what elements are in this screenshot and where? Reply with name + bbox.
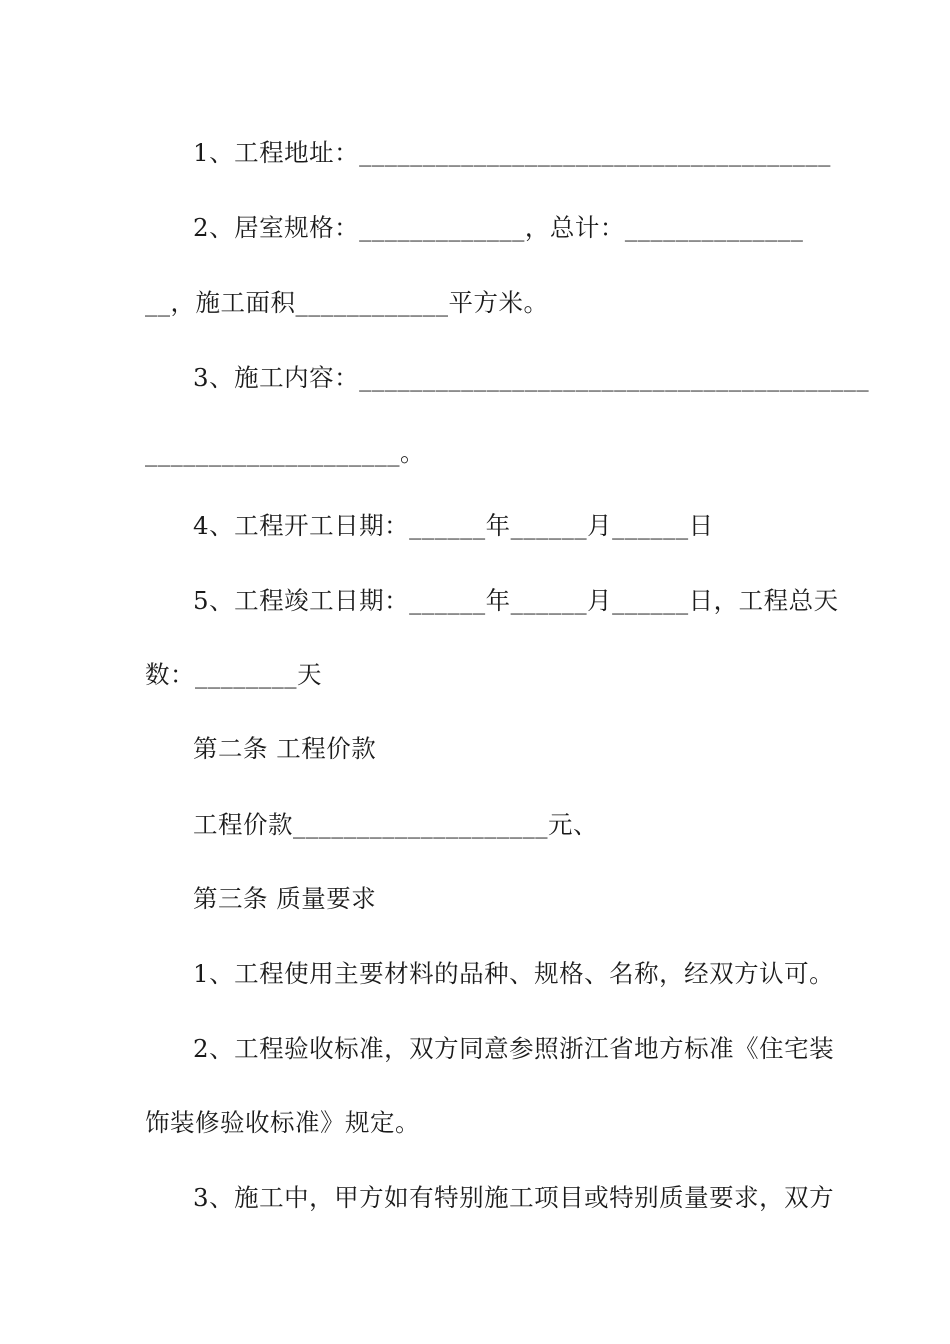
item-materials: 1、工程使用主要材料的品种、规格、名称，经双方认可。 <box>193 959 835 988</box>
item-completion-date: 5、工程竣工日期：______年______月______日，工程总天 <box>193 586 839 615</box>
item-acceptance-standard: 2、工程验收标准，双方同意参照浙江省地方标准《住宅装 <box>193 1034 835 1063</box>
item-room-spec-cont: __，施工面积____________平方米。 <box>145 288 549 317</box>
item-acceptance-standard-cont: 饰装修验收标准》规定。 <box>145 1108 420 1137</box>
item-special-requirements: 3、施工中，甲方如有特别施工项目或特别质量要求，双方 <box>193 1183 835 1212</box>
item-start-date: 4、工程开工日期：______年______月______日 <box>193 511 714 540</box>
item-construction-content: 3、施工内容：________________________________________ <box>193 363 870 392</box>
item-construction-content-cont: ____________________。 <box>145 438 425 467</box>
item-room-spec: 2、居室规格：_____________，总计：______________ <box>193 213 804 242</box>
section-heading-quality: 第三条 质量要求 <box>193 884 377 913</box>
item-completion-date-cont: 数：________天 <box>145 660 322 689</box>
section-heading-price: 第二条 工程价款 <box>193 734 377 763</box>
item-project-address: 1、工程地址：_____________________________________ <box>193 138 831 167</box>
item-price: 工程价款____________________元、 <box>193 810 598 839</box>
